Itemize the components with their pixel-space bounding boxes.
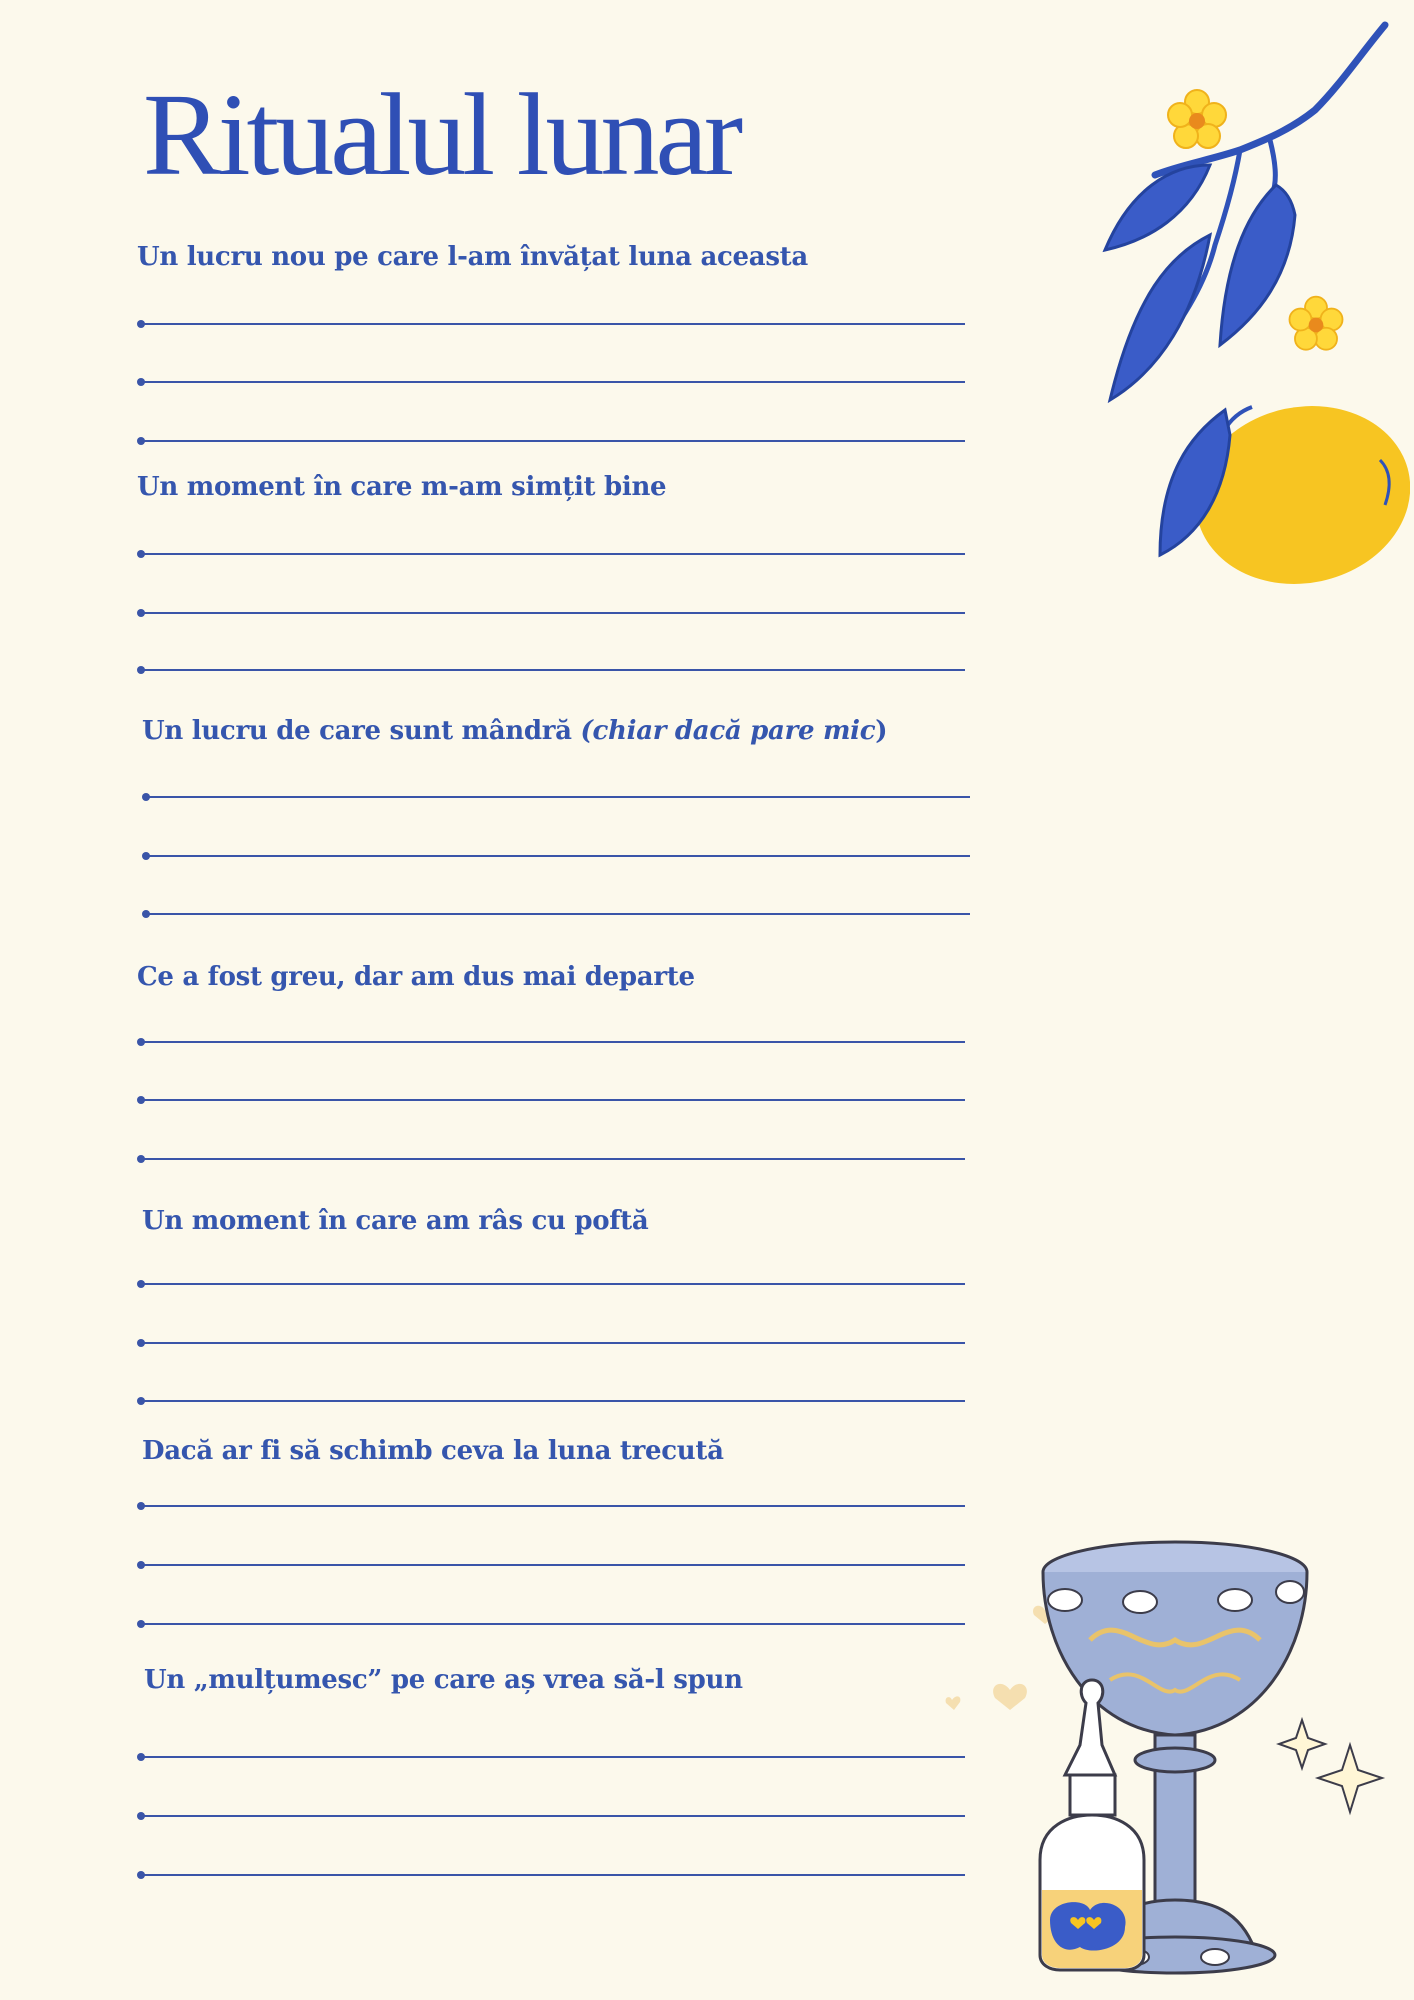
prompt-laughed: Un moment în care am râs cu poftă [142, 1206, 649, 1236]
answer-line[interactable] [140, 1342, 965, 1344]
prompt-thanks: Un „mulțumesc” pe care aș vrea să-l spun [144, 1665, 743, 1695]
prompt-proud [142, 716, 887, 746]
prompt-change: Dacă ar fi să schimb ceva la luna trecută [142, 1436, 724, 1466]
answer-line[interactable] [145, 855, 970, 857]
answer-line[interactable] [140, 440, 965, 442]
answer-line[interactable] [140, 323, 965, 325]
answer-line[interactable] [140, 612, 965, 614]
prompt-proud-text: Un lucru de care sunt mândră [142, 716, 581, 746]
answer-line[interactable] [140, 1505, 965, 1507]
page-title: Ritualul lunar [143, 69, 740, 200]
answer-line[interactable] [140, 1400, 965, 1402]
prompt-proud-close: ) [875, 716, 888, 746]
answer-line[interactable] [140, 381, 965, 383]
answer-line[interactable] [140, 1756, 965, 1758]
answer-line[interactable] [145, 913, 970, 915]
prompt-proud-italic: (chiar dacă pare mic [580, 716, 876, 746]
answer-line[interactable] [140, 1815, 965, 1817]
answer-line[interactable] [140, 669, 965, 671]
answer-line[interactable] [140, 553, 965, 555]
flower-icon [1162, 86, 1232, 156]
prompt-felt-good: Un moment în care m-am simțit bine [137, 472, 667, 502]
answer-line[interactable] [145, 796, 970, 798]
answer-line[interactable] [140, 1099, 965, 1101]
chalice-illustration [930, 1530, 1390, 1980]
answer-line[interactable] [140, 1564, 965, 1566]
perfume-bottle-illustration [1030, 1665, 1160, 1975]
prompt-hard: Ce a fost greu, dar am dus mai departe [137, 962, 695, 992]
answer-line[interactable] [140, 1623, 965, 1625]
prompt-learned: Un lucru nou pe care l-am învățat luna aceasta [137, 242, 808, 272]
answer-line[interactable] [140, 1041, 965, 1043]
answer-line[interactable] [140, 1283, 965, 1285]
flower-icon [1284, 293, 1348, 357]
answer-line[interactable] [140, 1874, 965, 1876]
answer-line[interactable] [140, 1158, 965, 1160]
